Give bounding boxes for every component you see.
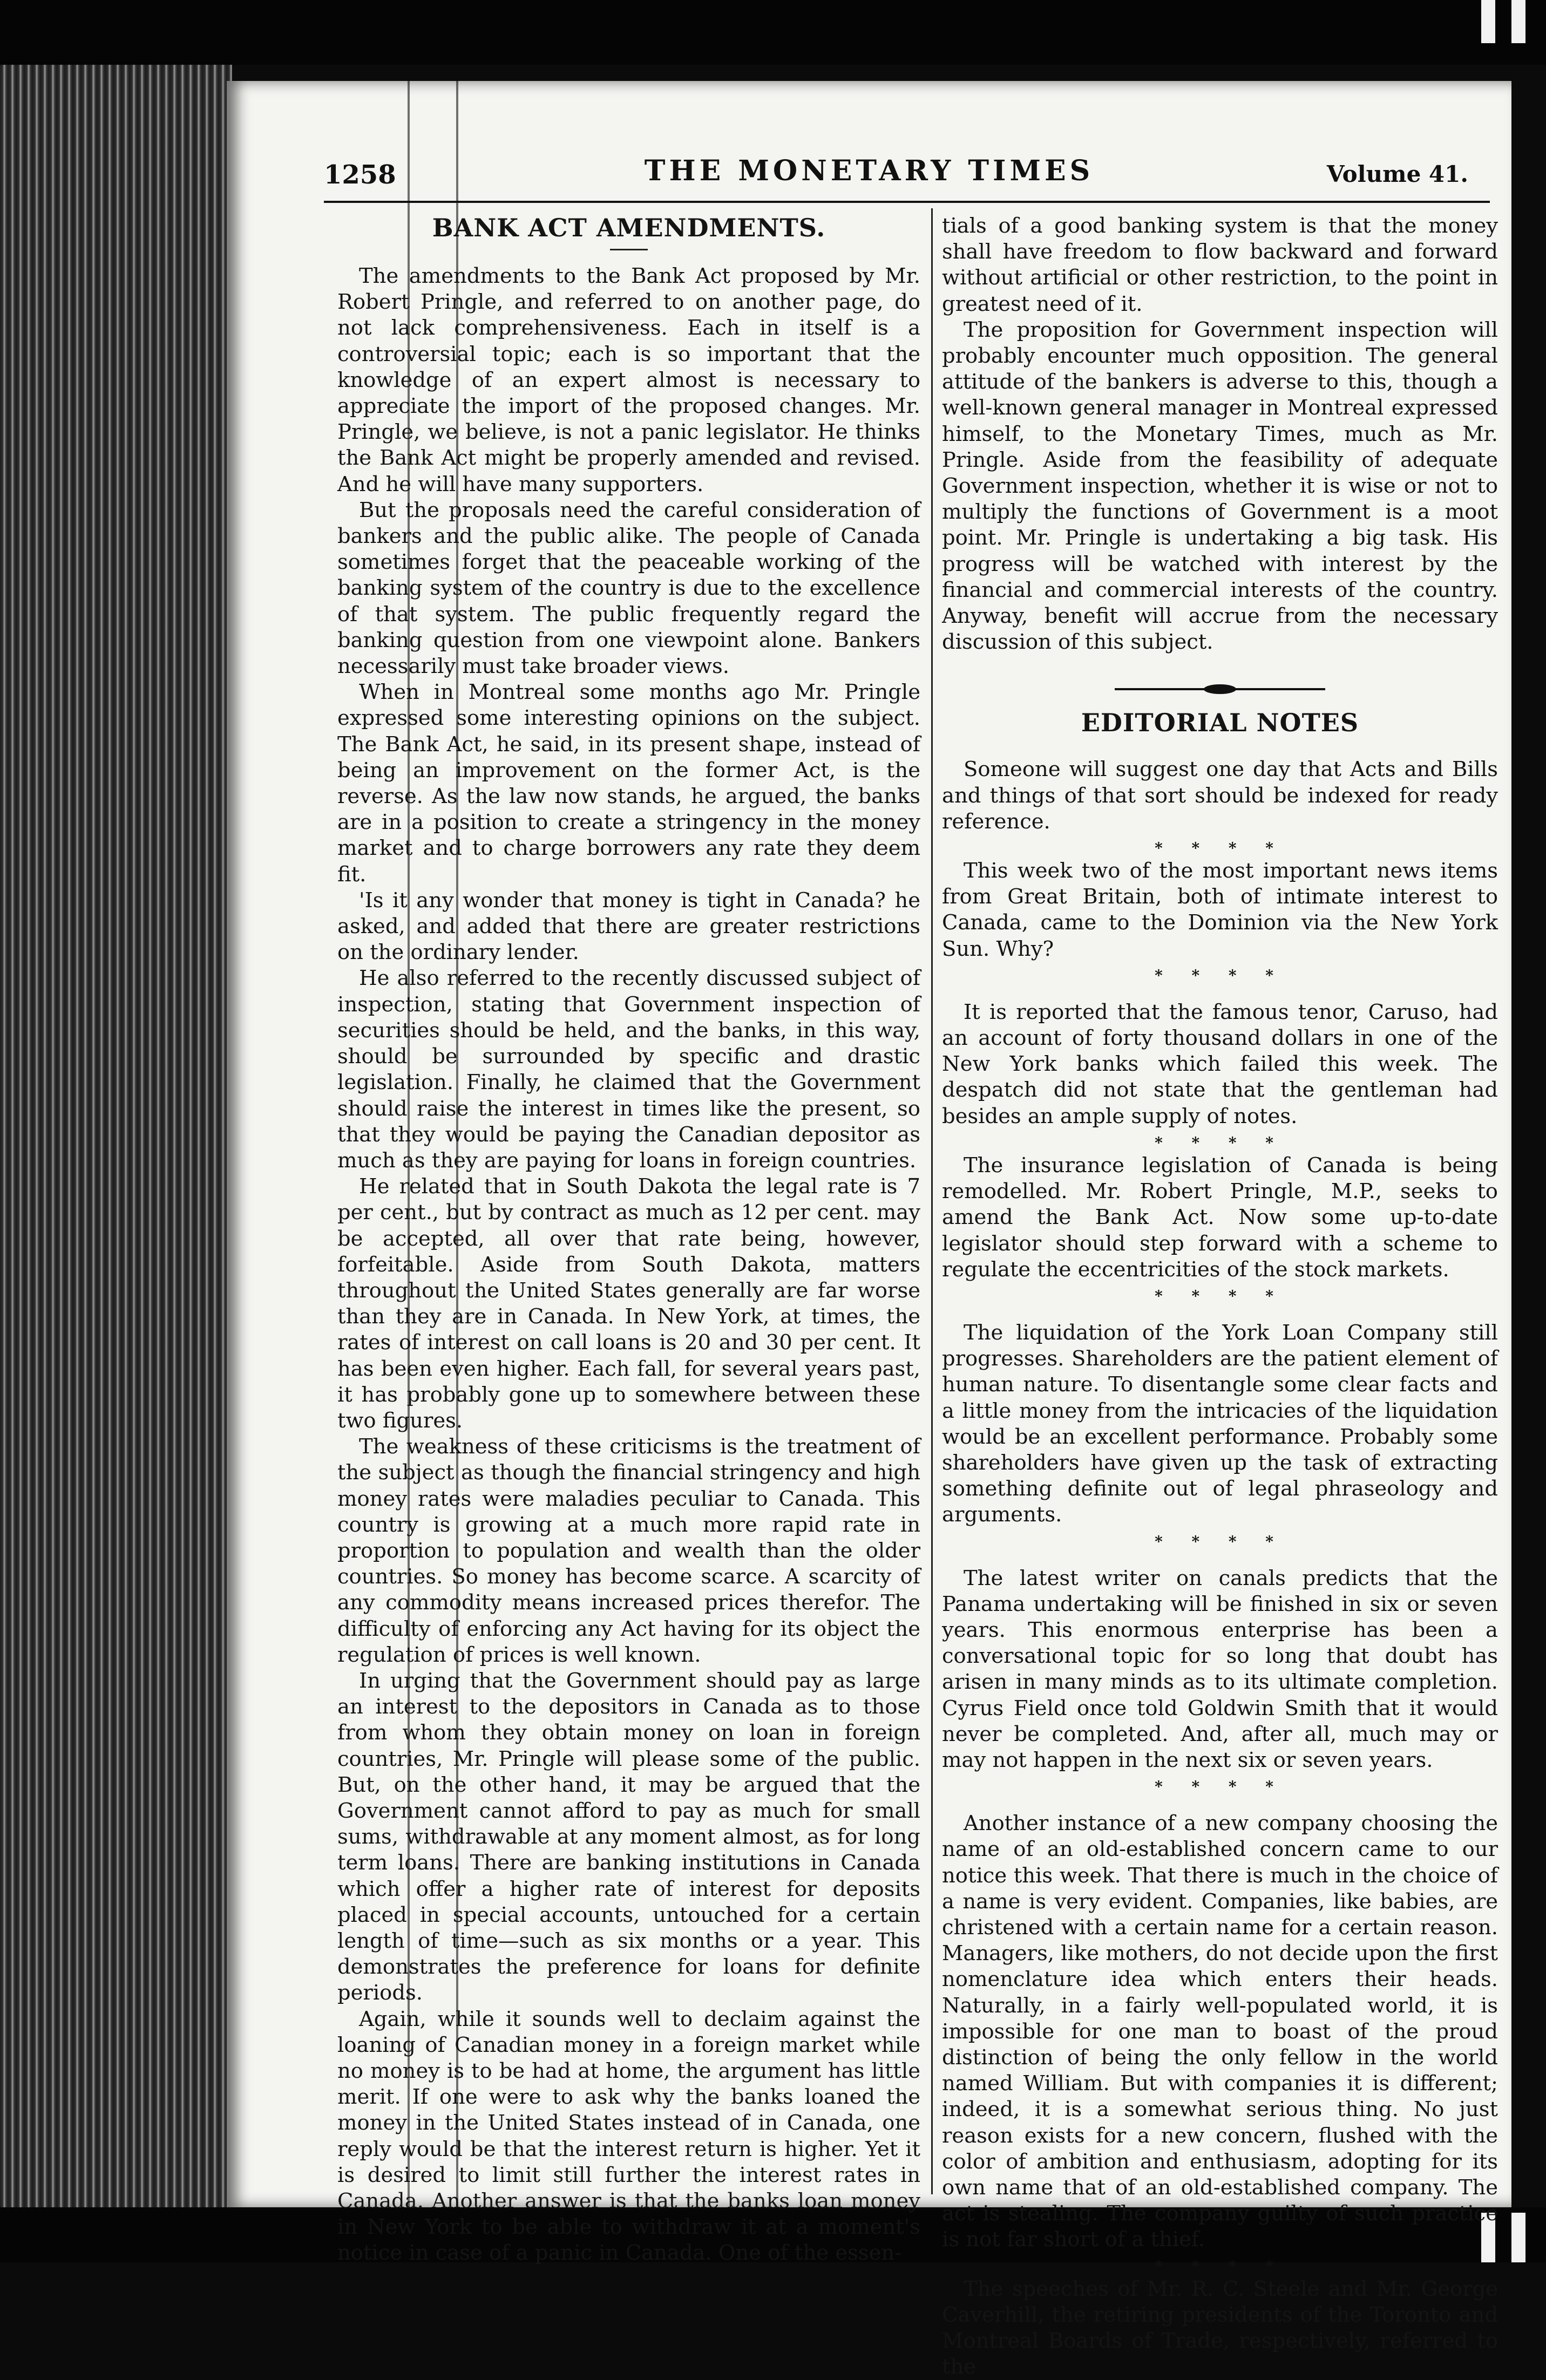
editorial-note: The speeches of Mr. R. C. Steele and Mr. George Caverhill, the retiring presidents of the Toronto and Montreal Boards of Trade, respectively, referred to the: [942, 2276, 1498, 2379]
volume-label: Volume 41.: [1326, 161, 1468, 187]
page-number: 1258: [324, 160, 396, 190]
film-mark-top-1: [1481, 0, 1495, 43]
note-separator: * * * *: [1155, 1778, 1285, 1796]
publication-title: THE MONETARY TIMES: [644, 154, 1094, 187]
left-column: [337, 213, 920, 2267]
note-separator: * * * *: [1155, 1532, 1285, 1551]
right-column: [942, 213, 1498, 2380]
article-paragraph: Again, while it sounds well to declaim against the loaning of Canadian money in a foreign market while no money is to be had at home, the argument has little merit. If one were to ask why the banks loaned the money in the United States instead of in Canada, one reply would be that the interest return is higher. Yet it is desired to limit still further the interest rates in Canada. Another answer is that the banks loan money in New York to be able to withdraw it at a moment's notice in case of a panic in Canada. One of the essen-: [337, 2007, 920, 2266]
editorial-note: The latest writer on canals predicts that the Panama undertaking will be finished in six or seven years. This enormous enterprise has been a conversational topic for so long that doubt has arisen in many minds as to its ultimate completion. Cyrus Field once told Goldwin Smith that it would never be completed. And, after all, much may or may not happen in the next six or seven years.: [942, 1566, 1498, 1772]
column-divider: [931, 208, 933, 2194]
article-paragraph: He also referred to the recently discussed subject of inspection, stating that Government inspection of securities should be held, and the banks, in this way, should be surrounded by specific and drastic legislation. Finally, he claimed that the Government should raise the interest in times like the present, so that they would be paying the Canadian depositor as much as they are paying for loans in foreign countries.: [337, 966, 920, 1173]
article-paragraph: The weakness of these criticisms is the treatment of the subject as though the financial stringency and high money rates were maladies peculiar to Canada. This country is growing at a much more rapid rate in proportion to population and wealth than the older countries. So money has become scarce. A scarcity of any commodity means increased prices therefor. The difficulty of enforcing any Act having for its object the regulation of prices is well known.: [337, 1434, 920, 1667]
microfilm-strip-top: [0, 0, 1546, 65]
note-separator: * * * *: [1155, 1287, 1285, 1305]
film-mark-bottom-2: [1511, 2213, 1525, 2262]
editorial-note: Another instance of a new company choosing the name of an old-established concern came to our notice this week. That there is much in the choice of a name is very evident. Companies, like babies, are christened with a certain name for a certain reason. Managers, like mothers, do not decide upon the first nomenclature idea which enters their heads. Naturally, in a fairly well-populated world, it is impossible for one man to boast of the proud distinction of being the only fellow in the world named William. But with companies it is different; indeed, it is a somewhat serious thing. No just reason exists for a new concern, flushed with the color of ambition and enthusiasm, adopting for its own name that of an old-established company. The act is stealing. The company guilty of such practice is not far short of a thief.: [942, 1811, 1498, 2252]
editorial-note: It is reported that the famous tenor, Caruso, had an account of forty thousand dollars in one of the New York banks which failed this week. The despatch did not state that the gentleman had besides an ample supply of notes.: [942, 999, 1498, 1128]
editorial-notes-heading: EDITORIAL NOTES: [1081, 708, 1359, 738]
section-ornament: [1115, 685, 1325, 693]
book-spine-edge: [0, 65, 232, 2207]
newspaper-page: [227, 81, 1511, 2379]
article-paragraph: He related that in South Dakota the legal rate is 7 per cent., but by contract as much as 12 per cent. may be accepted, all over that rate being, however, forfeitable. Aside from South Dakota, matters throughout the United States generally are far worse than they are in Canada. In New York, at times, the rates of interest on call loans is 20 and 30 per cent. It has been even higher. Each fall, for several years past, it has probably gone up to somewhere between these two figures.: [337, 1174, 920, 1433]
article-heading: BANK ACT AMENDMENTS.: [432, 213, 826, 242]
article-paragraph: In urging that the Government should pay as large an interest to the depositors in Canada as to those from whom they obtain money on loan in foreign countries, Mr. Pringle will please some of the public. But, on the other hand, it may be argued that the Government cannot afford to pay as much for small sums, withdrawable at any moment almost, as for long term loans. There are banking institutions in Canada which offer a higher rate of interest for deposits placed in special accounts, untouched for a certain length of time—such as six months or a year. This demonstrates the preference for loans for definite periods.: [337, 1668, 920, 2005]
editorial-note: Someone will suggest one day that Acts and Bills and things of that sort should be indexed for ready reference.: [942, 757, 1498, 834]
heading-rule: [610, 249, 648, 250]
note-separator: * * * *: [1155, 839, 1285, 858]
note-separator: * * * *: [1155, 2257, 1285, 2275]
article-paragraph: The amendments to the Bank Act proposed by Mr. Robert Pringle, and referred to on another page, do not lack comprehensiveness. Each in itself is a controversial topic; each is so important that the knowledge of an expert almost is necessary to appreciate the import of the proposed changes. Mr. Pringle, we believe, is not a panic legislator. He thinks the Bank Act might be properly amended and revised. And he will have many supporters.: [337, 264, 920, 497]
article-continuation: tials of a good banking system is that the money shall have freedom to flow backward and forward without artificial or other restriction, to the point in greatest need of it.: [942, 214, 1498, 316]
editorial-note: This week two of the most important news items from Great Britain, both of intimate interest to Canada, came to the Dominion via the New York Sun. Why?: [942, 859, 1498, 961]
article-paragraph: When in Montreal some months ago Mr. Pringle expressed some interesting opinions on the subject. The Bank Act, he said, in its present shape, instead of being an improvement on the former Act, is the reverse. As the law now stands, he argued, the banks are in a position to create a stringency in the money market and to charge borrowers any rate they deem fit.: [337, 680, 920, 887]
header-rule: [324, 201, 1490, 203]
article-paragraph: The proposition for Government inspection will probably encounter much opposition. The general attitude of the bankers is adverse to this, though a well-known general manager in Montreal expressed himself, to the Monetary Times, much as Mr. Pringle. Aside from the feasibility of adequate Government inspection, whether it is wise or not to multiply the functions of Government is a moot point. Mr. Pringle is undertaking a big task. His progress will be watched with interest by the financial and commercial interests of the country. Anyway, benefit will accrue from the necessary discussion of this subject.: [942, 317, 1498, 655]
note-separator: * * * *: [1155, 1133, 1285, 1152]
article-paragraph: But the proposals need the careful consideration of bankers and the public alike. The people of Canada sometimes forget that the peaceable working of the banking system of the country is due to the excellence of that system. The public frequently regard the banking question from one viewpoint alone. Bankers necessarily must take broader views.: [337, 498, 920, 679]
editorial-note: The liquidation of the York Loan Company still progresses. Shareholders are the patient element of human nature. To disentangle some clear facts and a little money from the intricacies of the liquidation would be an excellent performance. Probably some shareholders have given up the task of extracting something definite out of legal phraseology and arguments.: [942, 1320, 1498, 1527]
note-separator: * * * *: [1155, 966, 1285, 984]
article-paragraph: 'Is it any wonder that money is tight in Canada? he asked, and added that there are greater restrictions on the ordinary lender.: [337, 888, 920, 965]
editorial-note: The insurance legislation of Canada is being remodelled. Mr. Robert Pringle, M.P., seeks to amend the Bank Act. Now some up-to-date legislator should step forward with a scheme to regulate the eccentricities of the stock markets.: [942, 1153, 1498, 1282]
film-mark-top-2: [1511, 0, 1525, 43]
